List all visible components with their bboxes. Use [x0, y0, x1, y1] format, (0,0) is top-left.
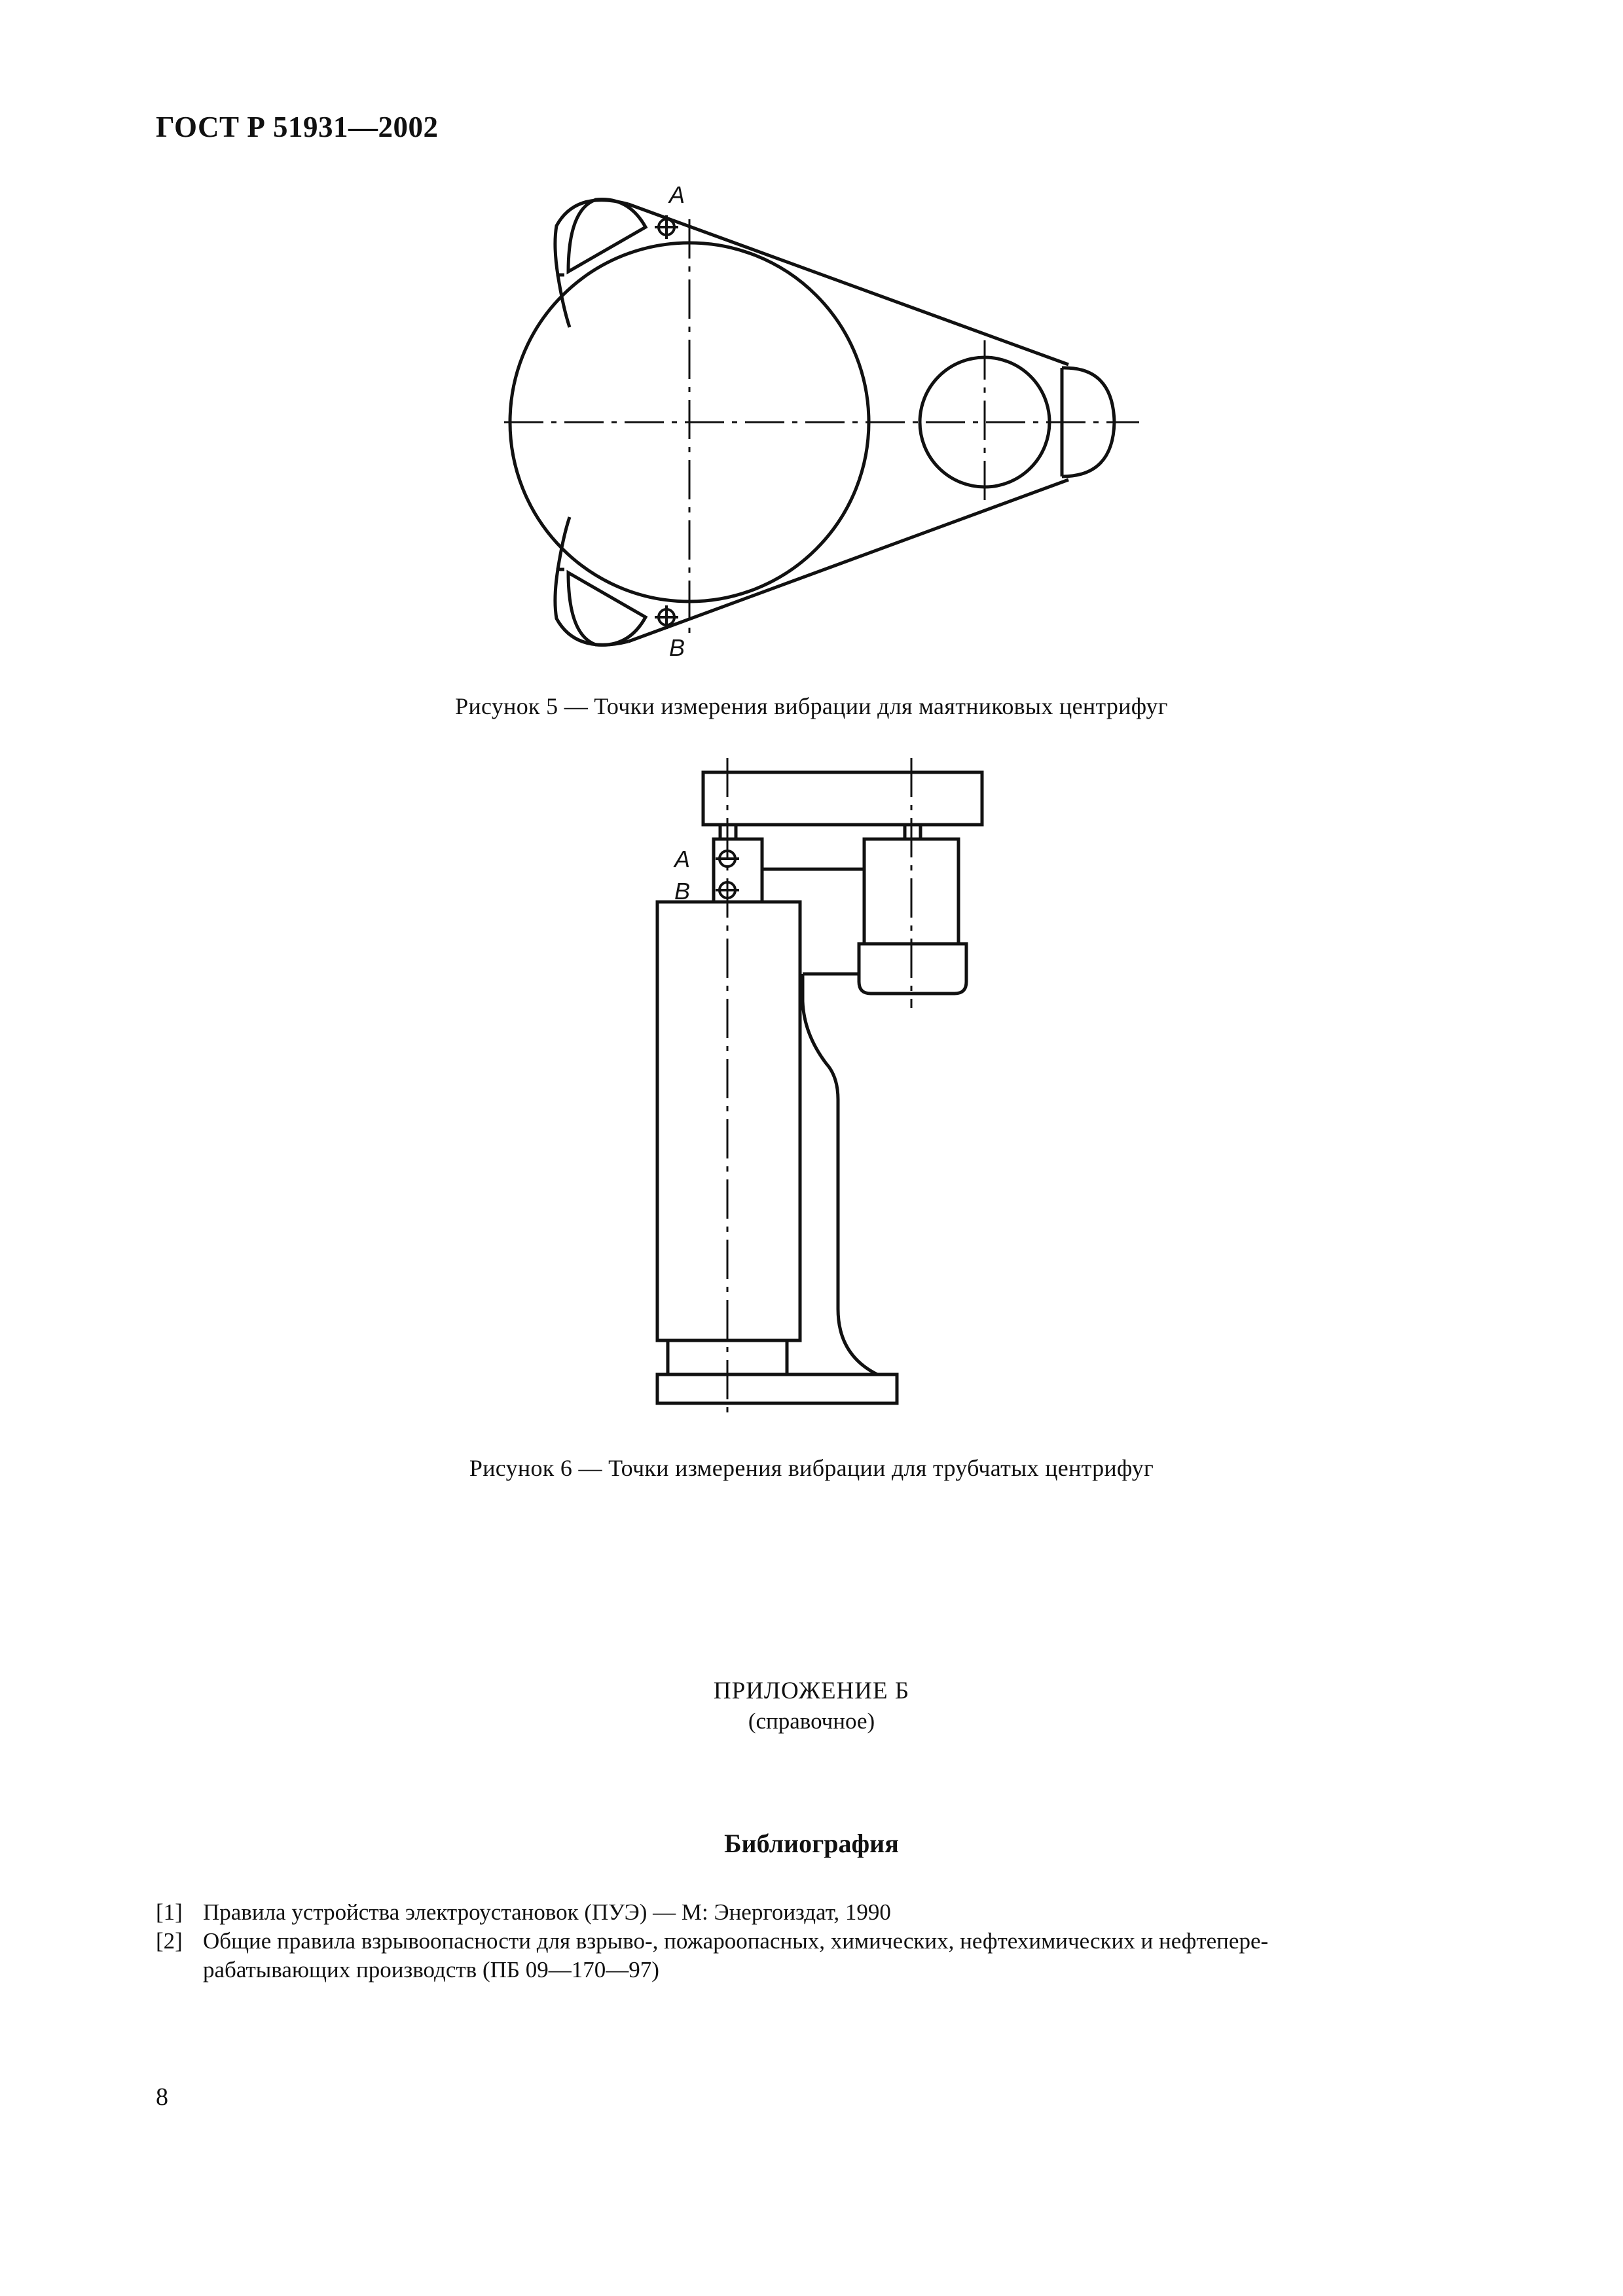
fig6-column — [657, 902, 800, 1340]
figure-5-caption: Рисунок 5 — Точки измерения вибрации для маятниковых центрифуг — [455, 693, 1168, 719]
fig5-label-b: B — [669, 634, 685, 661]
bibliography-entry-text: Общие правила взрывоопасности для взрыво-, пожароопасных, химических, нефтехимических и нефтепере- — [203, 1928, 1269, 1954]
document-header: ГОСТ Р 51931—2002 — [156, 111, 439, 143]
fig6-base-plate — [657, 1374, 897, 1403]
figure-6-caption: Рисунок 6 — Точки измерения вибрации для трубчатых центрифуг — [469, 1455, 1154, 1481]
bibliography-entry-number: [2] — [156, 1928, 183, 1954]
bibliography-entry-number: [1] — [156, 1899, 183, 1925]
bibliography-entry — [156, 1898, 1498, 1927]
fig6-frame-leg — [803, 974, 877, 1374]
figure-6-drawing — [0, 746, 1623, 1420]
fig5-label-a: A — [669, 181, 685, 208]
appendix-title: ПРИЛОЖЕНИЕ Б — [713, 1677, 910, 1704]
appendix-subtitle: (справочное) — [748, 1708, 875, 1734]
fig6-label-a: A — [674, 846, 691, 872]
page-number: 8 — [156, 2083, 168, 2111]
bibliography-entry-continuation: рабатывающих производств (ПБ 09—170—97) — [203, 1957, 659, 1982]
fig5-upper-shoe — [555, 200, 629, 275]
bibliography-entry — [156, 1927, 1498, 1984]
fig6-top-plate — [703, 772, 982, 825]
bibliography-entry-text: Правила устройства электроустановок (ПУЭ) — М: Энергоиздат, 1990 — [203, 1899, 891, 1925]
fig6-label-b: B — [674, 878, 691, 905]
bibliography-title: Библиография — [724, 1829, 899, 1858]
figure-5-drawing — [0, 0, 1623, 681]
fig5-lower-shoe — [555, 569, 629, 645]
